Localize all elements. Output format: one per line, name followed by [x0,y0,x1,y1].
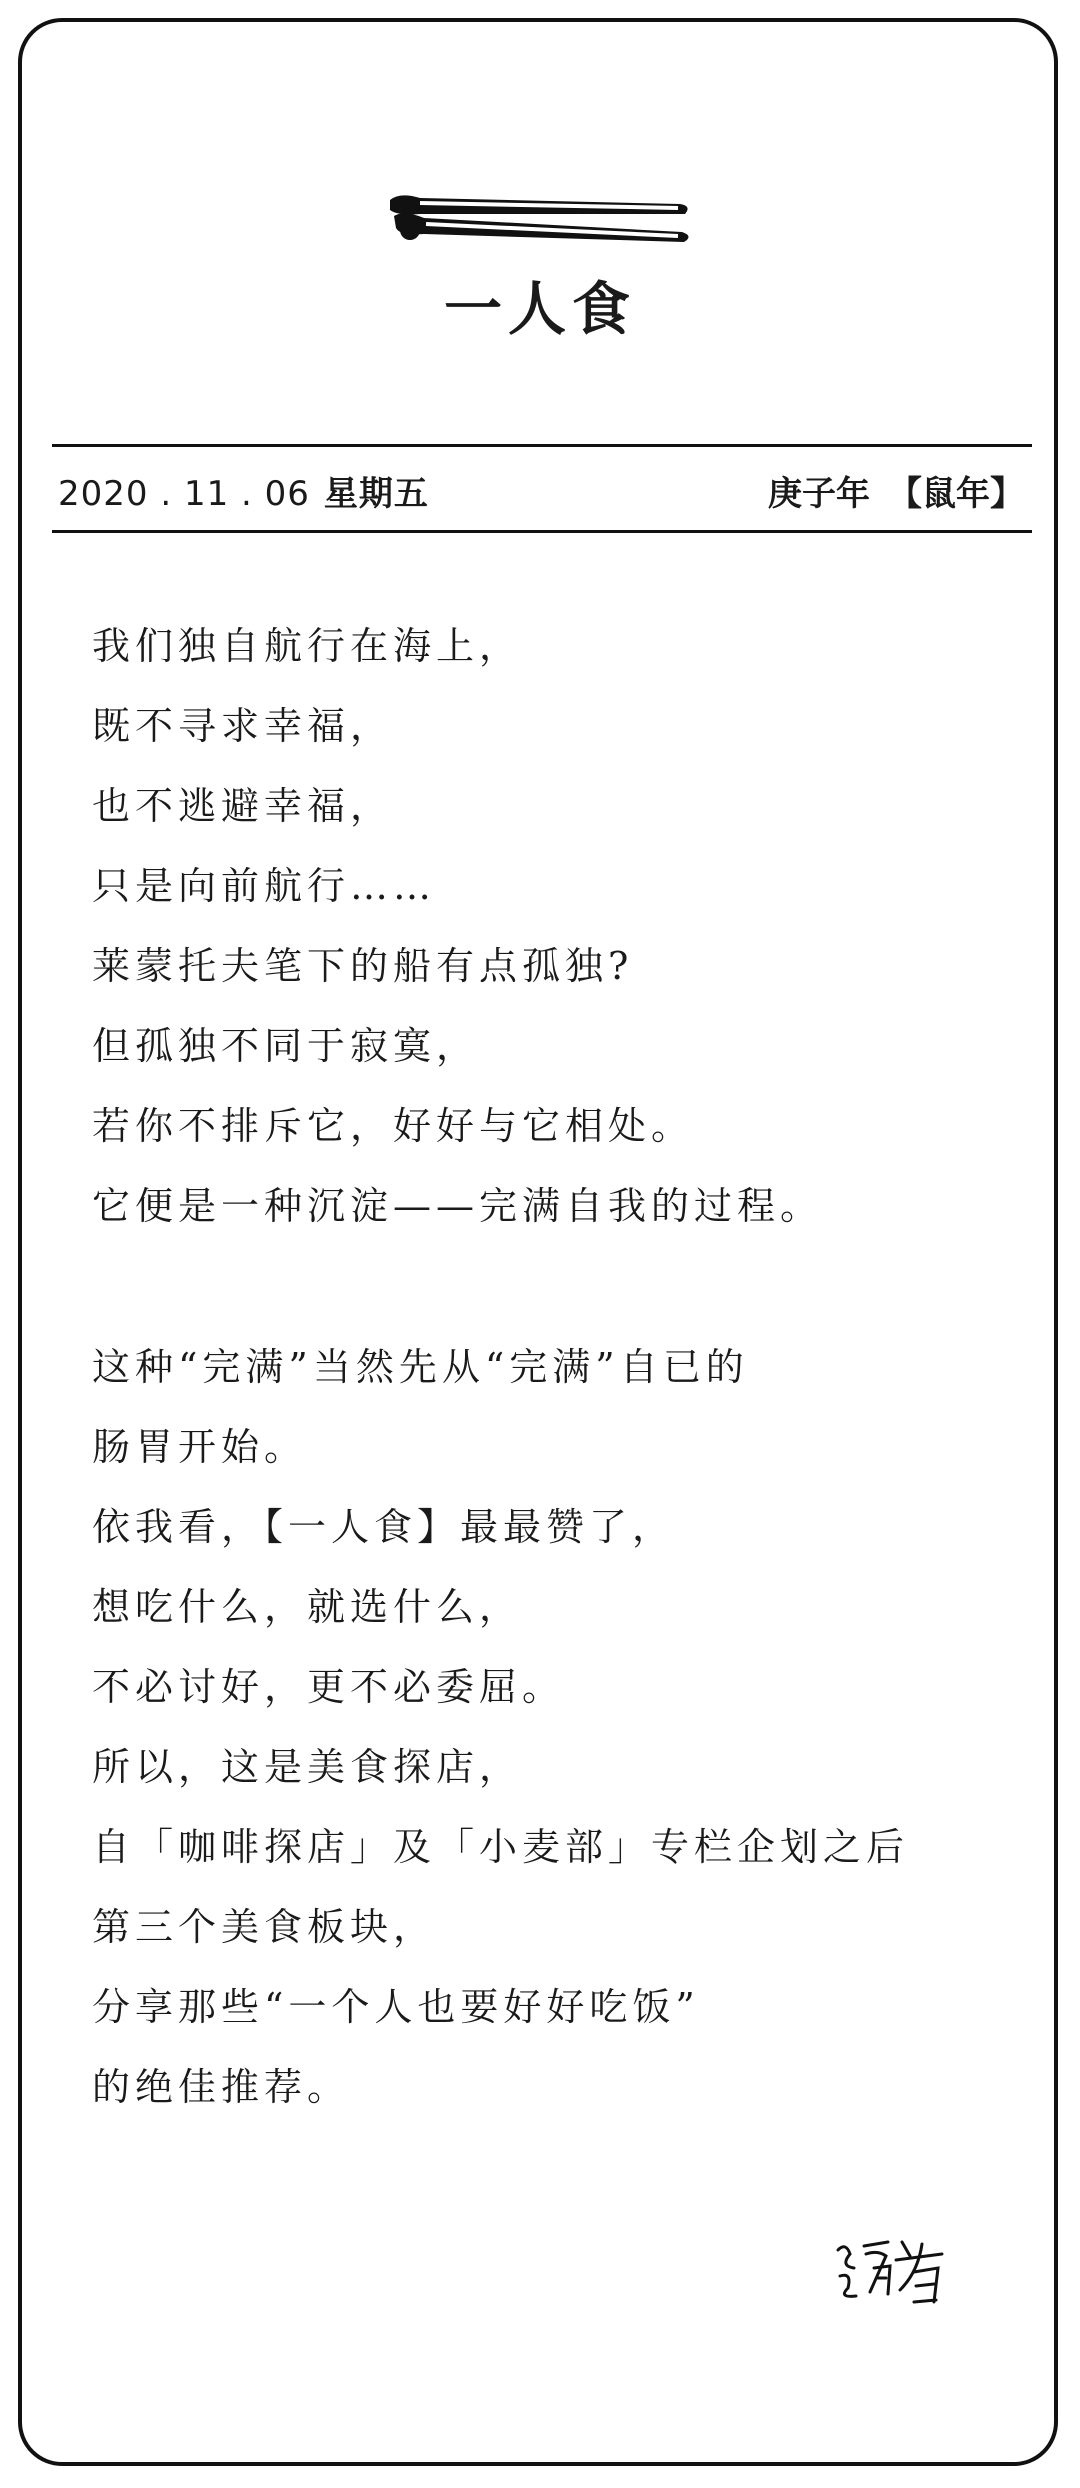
lunar-year [768,466,1024,515]
poem-line: 但孤独不同于寂寞， [92,1024,480,1068]
poem-line: 分享那些“一个人也要好好吃饭” [92,1985,700,2029]
weekday-text: 星期五 [323,474,429,514]
poem-line: 它便是一种沉淀——完满自我的过程。 [92,1184,824,1228]
poem-line: 肠胃开始。 [92,1425,308,1469]
poem-line: 自「咖啡探店」及「小麦部」专栏企划之后 [92,1825,910,1869]
poem-line: 只是向前航行…… [92,864,437,908]
poem-line: 所以，这是美食探店， [92,1745,523,1789]
zodiac-text: 【鼠年】 [888,474,1024,514]
divider-top [52,444,1032,447]
chopsticks-icon [380,170,700,260]
year-name: 庚子年 [768,474,870,514]
poem-line: 不必讨好，更不必委屈。 [92,1665,566,1709]
poem-line: 的绝佳推荐。 [92,2065,351,2109]
poem-line: 既不寻求幸福， [92,704,394,748]
date-line [58,466,429,515]
poem-line: 莱蒙托夫笔下的船有点孤独? [92,944,634,988]
poem-body [92,615,1012,2136]
poem-line: 若你不排斥它，好好与它相处。 [92,1104,695,1148]
poem-line: 依我看，【一人食】最最赞了， [92,1505,676,1549]
divider-bottom [52,530,1032,533]
poem-line: 这种“完满”当然先从“完满”自已的 [92,1345,749,1389]
date-text: 2020 . 11 . 06 [58,474,310,514]
poem-line: 也不逃避幸福， [92,784,394,828]
page-title: 一人食 [443,275,636,343]
poem-line: 我们独自航行在海上， [92,624,523,668]
poem-line: 第三个美食板块， [92,1905,437,1949]
poem-line: 想吃什么，就选什么， [92,1585,523,1629]
editor-signature [830,2232,950,2312]
stanza-gap [92,1255,1012,1336]
